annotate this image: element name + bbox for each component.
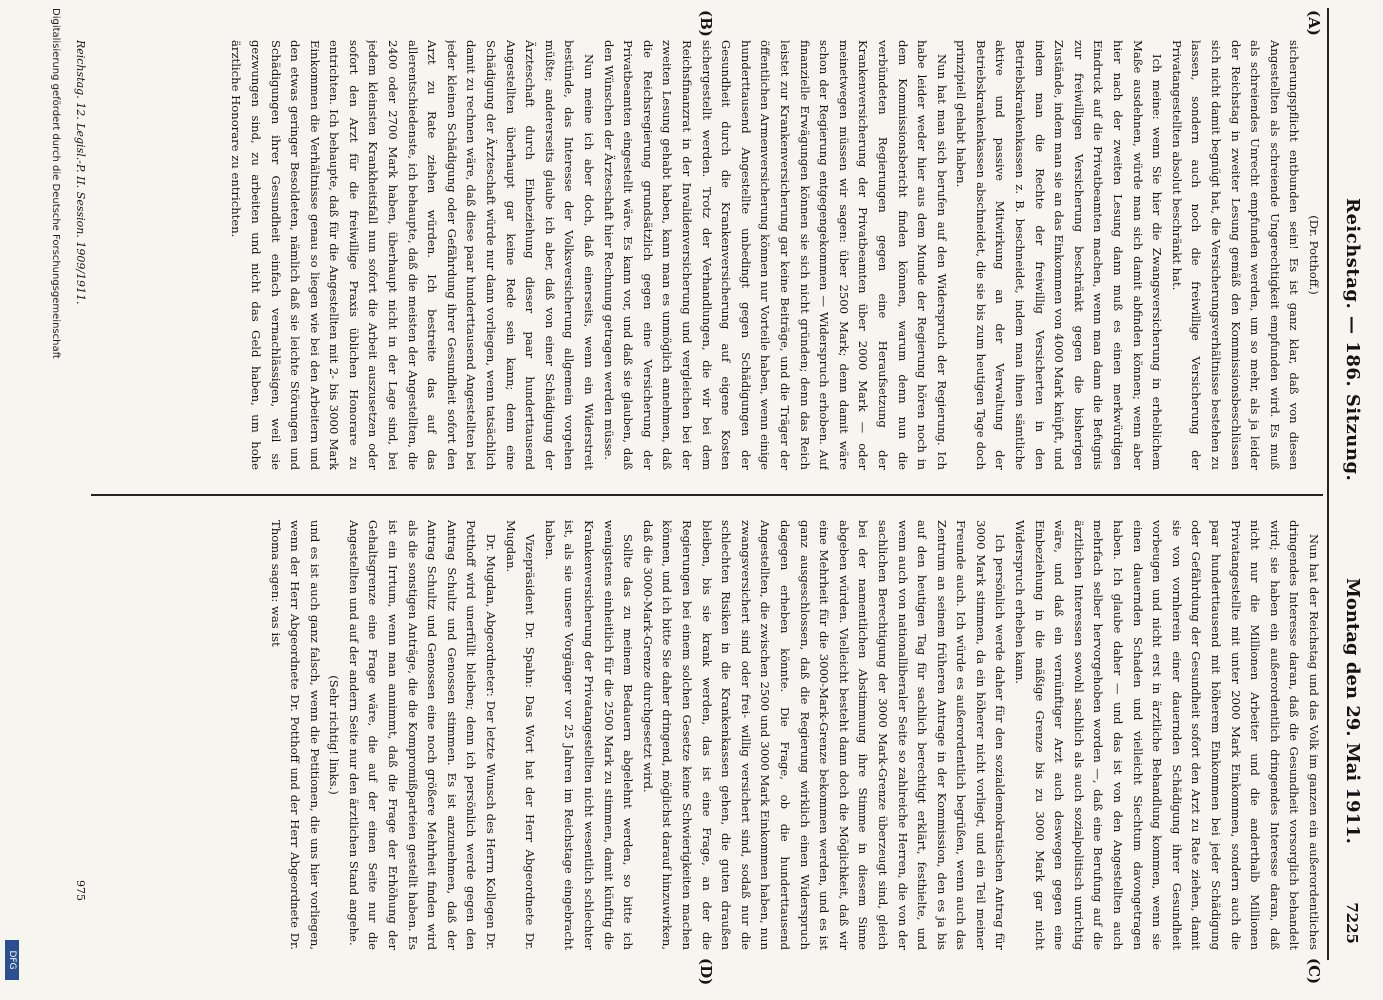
- paragraph: Ich meine: wenn Sie hier die Zwangsversicherung in erheblichem Maße ausdehnen, würde man sich damit abfinden können; wenn aber hier nach der zweiten Lesung dann muß es einen merkwürdigen Eindruck auf die Privatbeamten machen, wenn man dann die Befugnis zur freiwilligen Versicherung beschränkt gegen die bisherigen Zustände, indem man sie an das Einkommen von 4000 Mark knüpft, und indem man die Rechte der freiwillig Versicherten in den Betriebskrankenkassen z. B. beschneidet, indem man ihnen sämtliche aktive und passive Mitwirkung an der Verwaltung der Betriebskrankenkassen abschneidet, die sie bis zum heutigen Tage doch prinzipiell gehabt haben.: [954, 40, 1165, 470]
- page-header: [1327, 8, 1369, 960]
- margin-marker-b: (B): [697, 10, 715, 37]
- interjection: (Sehr richtig! links.): [327, 675, 342, 795]
- paragraph: Nun hat der Reichstag und das Volk im ganzen ein außerordentliches dringendes Interesse daran, daß die Gesundheit vorsorglich behandelt wird; sie haben ein außerordentlich dringendes Interesse daran, daß nicht nur die Millionen Arbeiter und die anderthalb Millionen Privatangestellte mit unter 2000 Mark Einkommen, sondern auch die paar hunderttausend mit höherem Einkommen bei jeder Schädigung oder Gefährdung der Gesundheit sofort den Arzt zu Rate ziehen, damit sie von vornherein einer dauernden Schädigung ihrer Gesundheit vorbeugen und nicht erst in ärztliche Behandlung kommen, wenn sie einen dauernden Schaden und vielleicht Siechtum davongetragen haben. Ich glaube daher — und das ist von den Angestellten auch mehrfach selber hervorgehoben worden —, daß eine Berufung auf die ärztlichen Interessen sowohl sachlich als auch sozialpolitisch unrichtig wäre, und daß ein vernünftiger Arzt auch deswegen gegen eine Einbeziehung in die mäßige Grenze bis zu 3000 Mark gar nicht Widerspruch erheben kann.: [1013, 520, 1321, 950]
- right-column: [91, 520, 1323, 950]
- paragraph: Dr. Mugdan, Abgeordneter: Der letzte Wunsch des Herrn Kollegen Dr. Potthoff wird unerfüllt bleiben; denn ich persönlich werde gegen den Antrag Schultz und Genossen stimmen. Es ist anzunehmen, daß der Antrag Schultz und Genossen eine noch größere Mehrheit finden wird als die sonstigen Anträge, die die Kompromißparteien gestellt haben. Es ist ein Irrtum, wenn man annimmt, daß die Frage der Erhöhung der Gehaltsgrenze eine Frage wäre, die auf der einen Seite nur die Angestellten und auf der andern Seite nur den ärztlichen Stand angehe.: [346, 520, 499, 950]
- paragraph: Nun meine ich aber doch, daß einerseits, wenn ein Widerstreit bestünde, das Interesse der Volksversicherung allgemein vorgehen müßte; andererseits glaube ich aber, daß von einer Schädigung der Ärzteschaft durch Einbeziehung dieser paar hunderttausend Angestellten überhaupt gar keine Rede sein kann; denn eine Schädigung der Ärzteschaft würde nur dann vorliegen, wenn tatsächlich damit zu rechnen wäre, daß diese paar hunderttausend Angestellten bei jeder kleinen Schädigung oder Gefährdung ihrer Gesundheit sofort den Arzt zu Rate ziehen würden. Ich bestreite das auf das allerentschiedenste, ich behaupte, daß die meisten der Angestellten, die 2400 oder 2700 Mark haben, überhaupt nicht in der Lage sind, bei jedem kleinsten Krankheitsfall nun sofort die Arbeit auszusetzen oder sofort den Arzt für die freiwillige Praxis üblichen Honorare zu entrichten. Ich behaupte, daß für die Angestellten mit 2- bis 3000 Mark Einkommen die Verhältnisse genau so liegen wie bei den Arbeitern und den etwas geringer Besoldeten, nämlich daß sie leichte Störungen und Schädigungen ihrer Gesundheit einfach vernachlässigen, weil sie gezwungen sind, zu arbeiten und nicht das Geld haben, um hohe ärztliche Honorare zu entrichten.: [229, 40, 597, 470]
- dfg-logo: DFG: [5, 940, 19, 980]
- paragraph: Sollte das zu meinem Bedauern abgelehnt werden, so bitte ich wenigstens einheitlich für die 2500 Mark zu stimmen, damit künftig die Krankenversicherung der Privatangestellten nicht wesentlich schlechter ist, als sie unsere Vorgänger vor 25 Jahren im Reichstage eingebracht haben.: [542, 520, 636, 950]
- paragraph: und es ist auch ganz falsch, wenn die Petitionen, die uns hier vorliegen, wenn der Herr Abgeordnete Dr. Potthoff und der Herr Abgeordnete Dr. Thoma sagen: was ist: [268, 520, 322, 950]
- margin-marker-d: (D): [697, 958, 715, 986]
- margin-marker-a: (A): [1305, 10, 1323, 36]
- margin-marker-c: (C): [1305, 958, 1323, 985]
- header-title: Reichstag. — 186. Sitzung.: [1342, 198, 1363, 482]
- paragraph: Nun hat man sich berufen auf den Widerspruch der Regierung. Ich habe leider weder hier aus dem Munde der Regierung hören noch in dem Kommissionsbericht finden können, warum denn nun die verbündeten Regierungen gegen eine Heraufsetzung der Krankenversicherung der Privatbeamten über 2000 Mark — oder meinetwegen müssen wir sagen: über 2500 Mark; denn damit wäre schon der Regierung entgegengekommen — Widerspruch erhoben. Auf finanzielle Erwägungen können sie sich nicht gründen; denn das Reich leistet zur Krankenversicherung gar keine Beiträge, und die Träger der öffentlichen Armenversicherung können nur Vorteile haben, wenn einige hunderttausend Angestellte unbedingt gegen Schädigungen der Gesundheit durch die Krankenversicherung auf eigene Kosten sichergestellt werden. Trotz der Verhandlungen, die wir bei dem Reichsfinanzrat in der Invalidenversicherung und vergleichen bei der zweiten Lesung gehabt haben, kann man es unmöglich annehmen, daß die Reichsregierung grundsätzlich gegen eine Versicherung der Privatbeamten eingestellt wäre. Es kann vor, und daß sie glauben, daß den Wünschen der Ärzteschaft hier Rechnung getragen werden müsse.: [601, 40, 949, 470]
- left-column: [91, 40, 1323, 470]
- paragraph: Ich persönlich werde daher für den sozialdemokratischen Antrag für 3000 Mark stimmen, da ein höherer nicht vorliegt, und ein Teil meiner Freunde auch. Ich würde es außerordentlich begrüßen, wenn auch das Zentrum an seinem früheren Antrage in der Kommission, den es ja bis auf den heutigen Tag für sachlich berechtigt erklärt, festhielte, und wenn auch von nationalliberaler Seite so zahlreiche Herren, die von der sachlichen Berechtigung der 3000 Mark-Grenze überzeugt sind, gleich bei der namentlichen Abstimmung ihre Stimme in diesem Sinne abgeben würden. Vielleicht besteht dann doch die Möglichkeit, daß wir eine Mehrheit für die 3000-Mark-Grenze bekommen werden, und es ist ganz ausgeschlossen, daß die Regierung wirklich einen Widerspruch dagegen erheben könnte. Die Frage, ob die hunderttausend Angestellten, die zwischen 2500 und 3000 Mark Einkommen haben, nun zwangsversichert sind oder frei- willig versichert sind, sodaß nur die schlechten Risiken in die Krankenkassen gehen, die guten draußen bleiben, bis sie krank werden, das ist eine Frage, an der die Regierungen bei einem solchen Gesetze keine Schwierigkeiten machen können, und ich bitte Sie daher dringend, möglichst darauf hinzuwirken, daß die 3000-Mark-Grenze durchgesetzt wird.: [640, 520, 1008, 950]
- speaker-running-head: (Dr. Potthoff.): [1307, 215, 1321, 295]
- column-divider: [91, 494, 1323, 496]
- paragraph: sicherungspflicht entbunden sein! Es ist ganz klar, daß von diesen Angestellten als schreiende Ungerechtigkeit empfunden wird. Es muß als schreiendes Unrecht empfunden werden, um so mehr, als ja leider der Reichstag in zweiter Lesung gemäß den Kommissionsbeschlüssen sich nicht damit begnügt hat, die Versicherungsverhältnisse bestehen zu lassen, sondern auch noch die freiwillige Versicherung der Privatangestellten absolut beschränkt hat.: [1169, 40, 1302, 470]
- presiding-remark: Vizepräsident Dr. Spahn: Das Wort hat der Herr Abgeordnete Dr. Mugdan.: [503, 520, 538, 950]
- header-page-number: 7225: [1343, 902, 1361, 944]
- header-date: Montag den 29. Mai 1911.: [1342, 578, 1363, 844]
- footer-publication-info: Reichstag. 12. Legisl.-P. II. Session. 1909/1911.: [74, 40, 87, 305]
- footer-sheet-number: 975: [74, 880, 87, 901]
- digitization-credit: Digitalisierung gefördert durch die Deutsche Forschungsgemeinschaft: [50, 8, 61, 359]
